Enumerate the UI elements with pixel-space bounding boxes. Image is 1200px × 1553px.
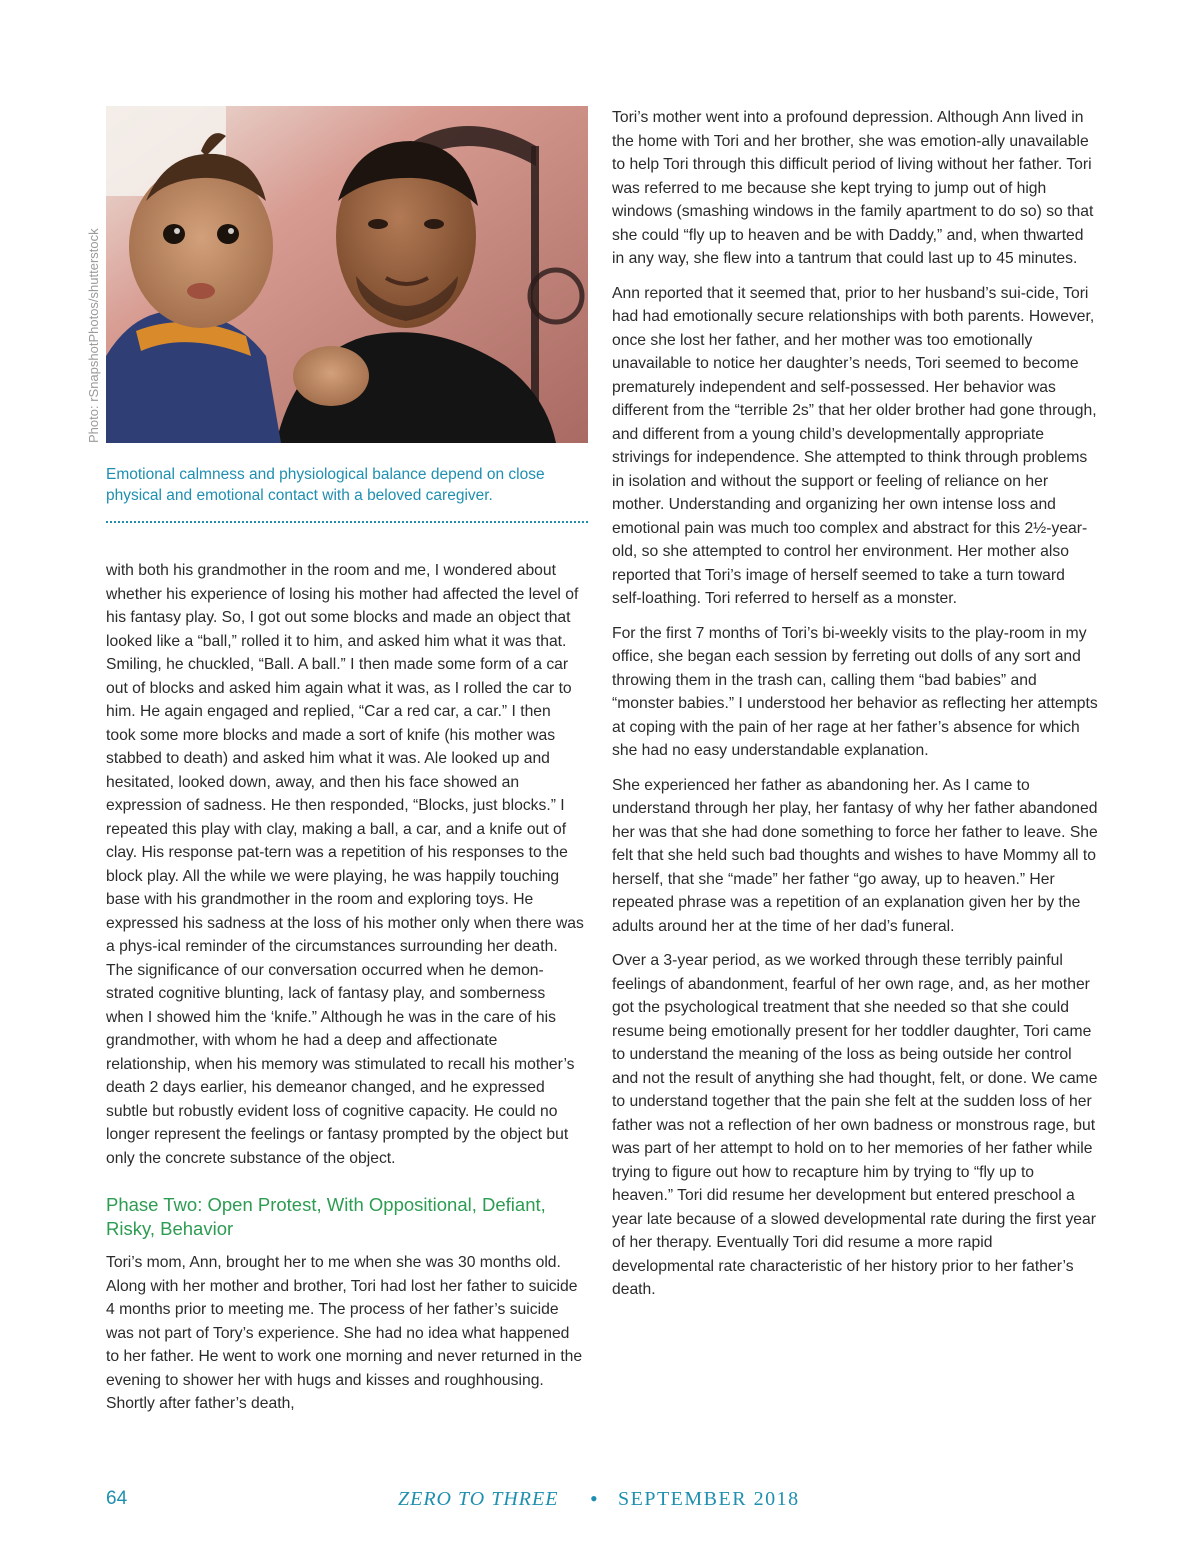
photo-father-and-baby: [106, 106, 588, 443]
body-paragraph: Tori’s mom, Ann, brought her to me when she was 30 months old. Along with her mother and brother, Tori had lost her father to suicide 4 months prior to meeting me. The process of her father’s suicide was not part of Tory’s experience. She had no idea what happened to her father. He went to work one morning and never returned in the evening to shower her with hugs and kisses and roughhousing. Shortly after father’s death,: [106, 1254, 583, 1412]
section-heading: Phase Two: Open Protest, With Oppositional, Defiant, Risky, Behavior: [106, 1194, 546, 1239]
body-paragraph: Ann reported that it seemed that, prior to her husband’s sui-cide, Tori had had emotionally secure relationships with both parents. However, once she lost her father, and her mother was too emotionally unavailable to notice her daughter’s needs, Tori seemed to become prematurely independent and self-possessed. Her behavior was different from the “terrible 2s” that her older brother had gone through, and different from a young child’s developmentally appropriate strivings for independence. She attempted to think through problems in isolation and without the support or feeling of reliance on her mother. Understanding and organizing her own intense loss and emotional pain was much too complex and abstract for this 2½-year-old, so she attempted to control her environment. Her mother also reported that Tori’s image of herself seemed to take a turn toward self-loathing. Tori referred to herself as a monster.: [612, 284, 1097, 607]
page-number: 64: [106, 1488, 128, 1509]
footer-separator: •: [590, 1486, 598, 1511]
photo-caption: Emotional calmness and physiological balance depend on close physical and emotional contact with a beloved caregiver.: [106, 466, 545, 504]
right-column: [612, 106, 1098, 1313]
body-paragraph: with both his grandmother in the room and me, I wondered about whether his experience of losing his mother had affected the level of his fantasy play. So, I got out some blocks and made an object that looked like a “ball,” rolled it to him, and asked him what it was that. Smiling, he chuckled, “Ball. A ball.” I then made some form of a car out of blocks and asked him again what it was, as I rolled the car to him. He again engaged and replied, “Car a red car, a car.” I then took some more blocks and made a sort of knife (his mother was stabbed to death) and asked him what it was. Ale looked up and hesitated, looked down, away, and then his face showed an expression of sadness. He then responded, “Blocks, just blocks.” I repeated this play with clay, making a ball, a car, and a knife out of clay. His response pat-tern was a repetition of his responses to the block play. All the while we were playing, he was happily touching base with his grandmother in the room and exploring toys. He expressed his sadness at the loss of his mother only when there was a phys-ical reminder of the circumstances surrounding her death. The significance of our conversation occurred when he demon-strated cognitive blunting, lack of fantasy play, and somberness when I showed him the ‘knife.” Although he was in the care of his grandmother, with whom he had a deep and affectionate relationship, when his memory was stimulated to recall his mother’s death 2 days earlier, his demeanor changed, and he expressed subtle but robustly evident loss of cognitive capacity. He could no longer represent the feelings or fantasy prompted by the object but only the concrete substance of the object.: [106, 562, 584, 1167]
body-paragraph: She experienced her father as abandoning her. As I came to understand through her play, her fantasy of why her father abandoned her was that she had done something to force her father to leave. She felt that she held such bad thoughts and wishes to have Mommy all to herself, that she “made” her father “go away, up to heaven.” Her repeated phrase was a repetition of an explanation given her by the adults around her at the time of her dad’s funeral.: [612, 776, 1098, 935]
issue-date: SEPTEMBER 2018: [618, 1488, 800, 1510]
photo-credit: Photo: rSnapshotPhotos/shutterstock: [86, 228, 101, 443]
body-paragraph: For the first 7 months of Tori’s bi-weekly visits to the play-room in my office, she began each session by ferreting out dolls of any sort and throwing them in the trash can, calling them “bad babies” and “monster babies.” I understood her behavior as reflecting her attempts at coping with the pain of her rage at her father’s absence for which she had no easy understandable explanation.: [612, 624, 1098, 759]
page-footer: [106, 1488, 1106, 1518]
body-paragraph: Tori’s mother went into a profound depression. Although Ann lived in the home with Tori and her brother, she was emotion-ally unavailable to help Tori through this difficult period of living without her father. Tori was referred to me because she kept trying to jump out of high windows (smashing windows in the family apartment to do so) so that she could “fly up to heaven and be with Daddy,” and, when thwarted in any way, she flew into a tantrum that could last up to 45 minutes.: [612, 109, 1094, 267]
caption-divider: [106, 521, 588, 523]
body-paragraph: Over a 3-year period, as we worked through these terribly painful feelings of abandonment, fearful of her own rage, and, as her mother got the psychological treatment that she needed so that she could resume being emotionally present for her toddler daughter, Tori came to understand the meaning of the loss as being outside her control and not the result of anything she had thought, felt, or done. We came to understand together that the pain she felt at the sudden loss of her father was not a reflection of her own badness or monstrous rage, but was part of her attempt to hold on to her memories of her father while trying to figure out how to recapture him by trying to “fly up to heaven.” Tori did resume her development but entered preschool a year late because of a slowed developmental rate during the first year of her therapy. Eventually Tori did resume a more rapid developmental rate characteristic of her history prior to her father’s death.: [612, 952, 1098, 1298]
journal-title: ZERO TO THREE: [398, 1488, 559, 1510]
left-column: [106, 559, 584, 1427]
